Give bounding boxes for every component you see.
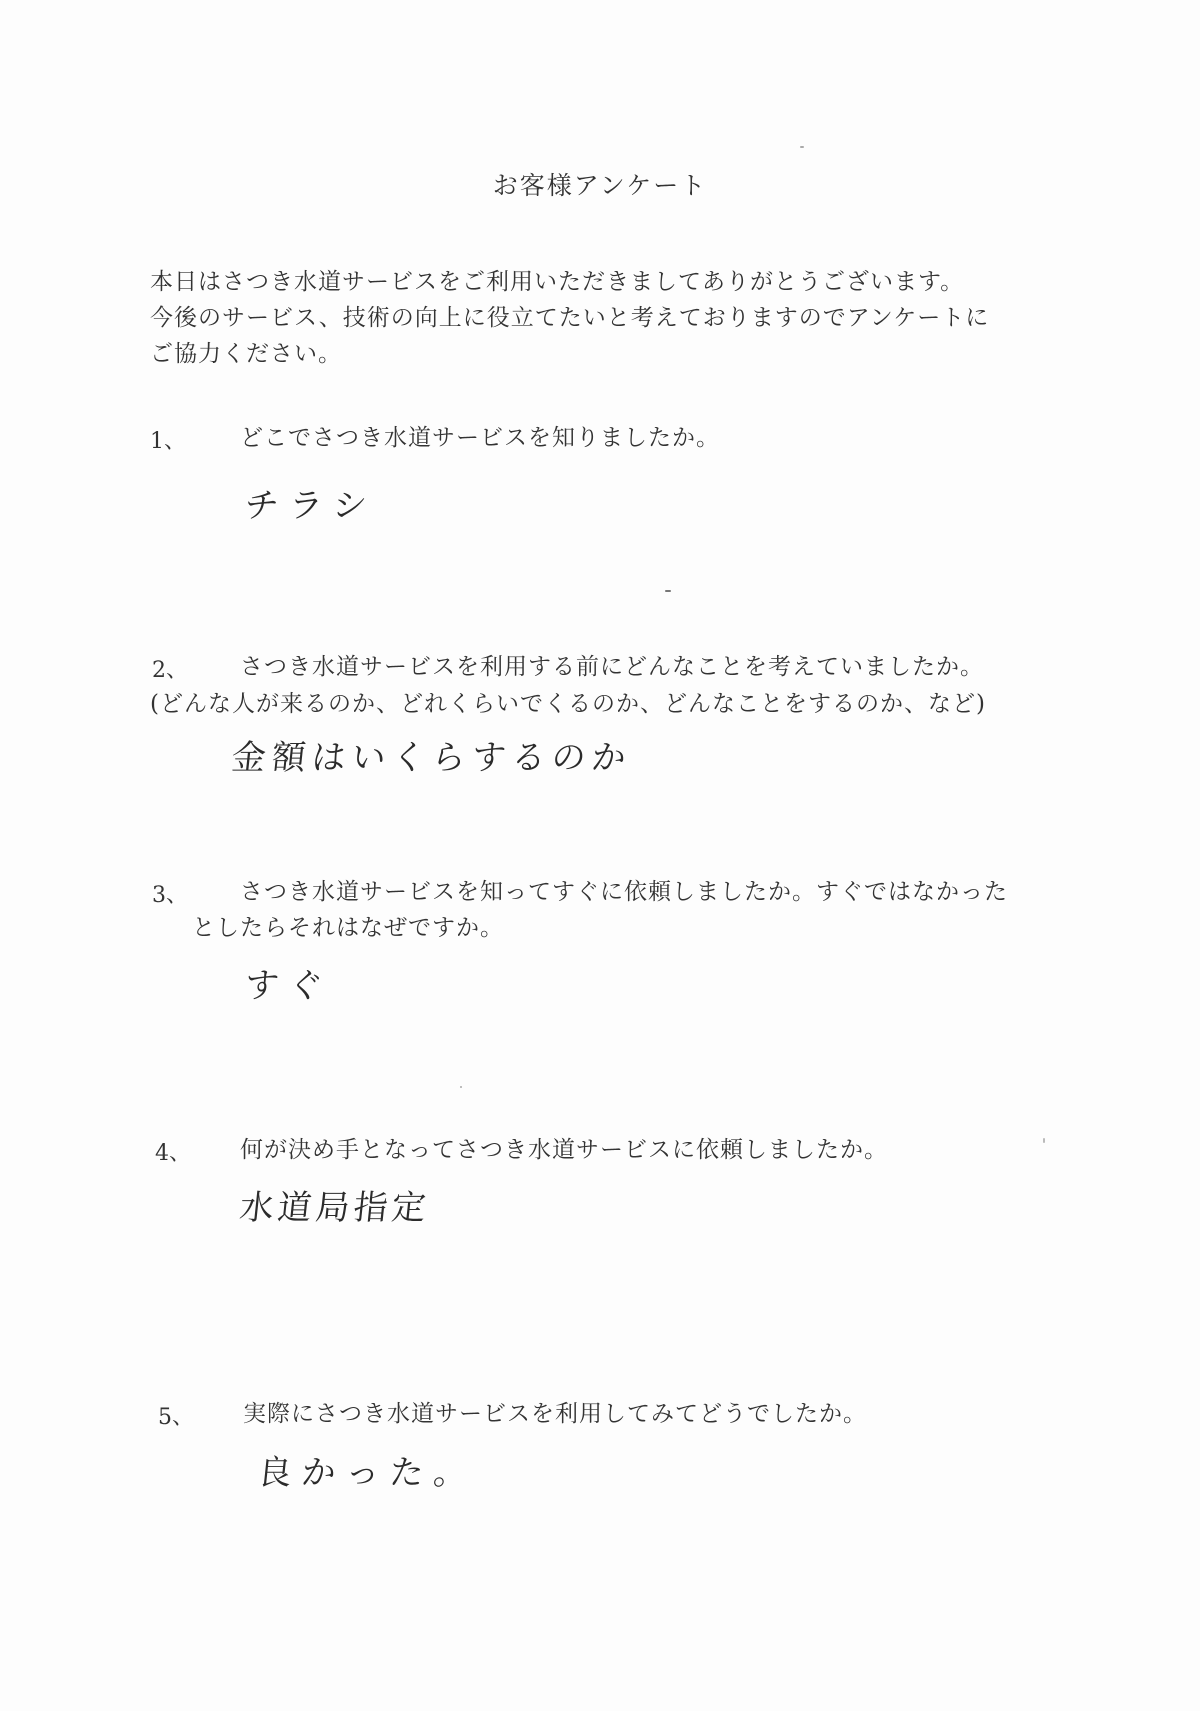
question-text: 実際にさつき水道サービスを利用してみてどうでしたか。	[243, 1401, 867, 1427]
question-number: 4、	[155, 1141, 191, 1166]
scan-speck	[800, 146, 804, 148]
question-text-continued: としたらそれはなぜですか。	[192, 915, 504, 941]
handwritten-answer: チラシ	[242, 486, 379, 526]
handwritten-answer: 良かった。	[255, 1453, 480, 1493]
question-number: 5、	[158, 1405, 194, 1430]
intro-line: 本日はさつき水道サービスをご利用いただきましてありがとうございます。	[150, 269, 965, 295]
scan-speck	[460, 1086, 462, 1088]
question-note: (どんな人が来るのか、どれくらいでくるのか、どんなことをするのか、など)	[150, 691, 986, 717]
question-number: 1、	[150, 429, 186, 454]
question-text: さつき水道サービスを利用する前にどんなことを考えていましたか。	[240, 654, 984, 680]
question-text: どこでさつき水道サービスを知りましたか。	[240, 425, 720, 451]
handwritten-answer: 金額はいくらするのか	[229, 738, 634, 778]
intro-line: 今後のサービス、技術の向上に役立てたいと考えておりますのでアンケートに	[150, 305, 990, 331]
scan-speck	[665, 590, 671, 592]
question-number: 2、	[152, 658, 188, 683]
handwritten-answer: すぐ	[242, 966, 335, 1006]
intro-paragraph	[150, 264, 1050, 372]
page-title: お客様アンケート	[492, 171, 708, 200]
intro-line: ご協力ください。	[150, 341, 342, 367]
scan-speck	[1043, 1138, 1045, 1143]
question-text: 何が決め手となってさつき水道サービスに依頼しましたか。	[240, 1137, 888, 1163]
handwritten-answer: 水道局指定	[237, 1188, 432, 1228]
question-number: 3、	[152, 883, 188, 908]
question-text: さつき水道サービスを知ってすぐに依頼しましたか。すぐではなかった	[240, 879, 1008, 905]
